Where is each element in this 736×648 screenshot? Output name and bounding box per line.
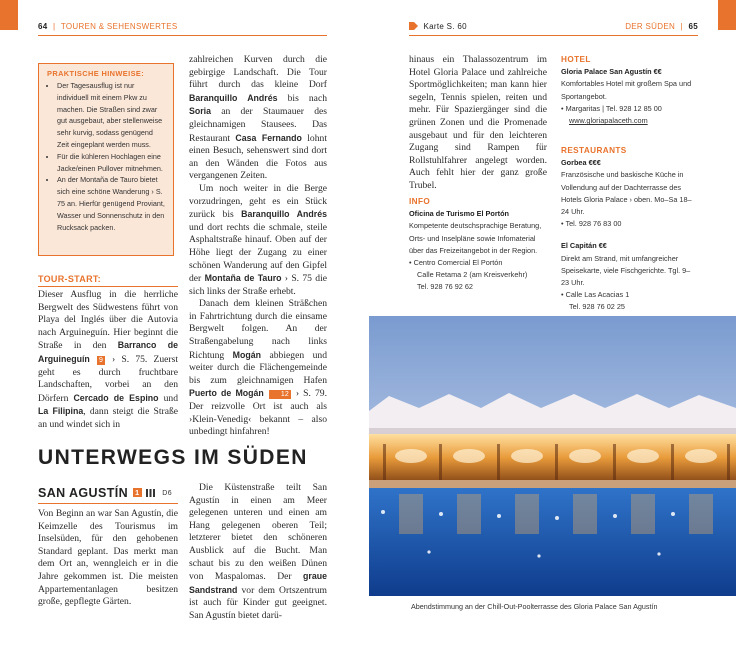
tourist-office-name: Oficina de Turismo El Portón [409, 209, 510, 219]
page-number: 65 [688, 22, 698, 31]
hotel-website-link[interactable]: www.gloriapalaceth.com [569, 116, 648, 126]
restaurant-name: Gorbea €€€ [561, 158, 601, 168]
tips-list [47, 80, 165, 233]
left-page-header [38, 22, 178, 31]
hotel-name: Gloria Palace San Agustín €€ [561, 67, 662, 77]
right-page-header [409, 22, 467, 31]
header-title: TOUREN & SEHENSWERTES [60, 22, 178, 31]
map-grid-icon [146, 486, 159, 500]
photo-illustration [369, 316, 736, 596]
section-title: UNTERWEGS IM SÜDEN [38, 446, 308, 469]
hotel-address: • Margaritas | Tel. 928 12 85 00 [561, 103, 662, 113]
map-badge: 9 [98, 356, 103, 364]
header-separator: | [53, 22, 56, 31]
place-name: Mogán [232, 349, 262, 360]
address-line: Calle Retama 2 (am Kreisverkehr) [417, 270, 528, 280]
place-name: Soria [189, 106, 212, 117]
arrow-marker-icon [409, 22, 421, 31]
place-name: Barranco de Arguineguín [38, 340, 178, 364]
restaurant-description: Französische und baskische Küche in Vollendung auf der Dachterrasse des Hotels Gloria Palace › oben. Mo–Sa 18–24 Uhr. [561, 170, 692, 217]
hotel-description: Komfortables Hotel mit großem Spa und Sportangebot. [561, 79, 692, 101]
photo-caption: Abendstimmung an der Chill-Out-Poolterrasse des Gloria Palace San Agustín [411, 602, 658, 611]
map-reference[interactable]: Karte S. 60 [423, 22, 467, 31]
place-name: La Filipina [38, 406, 84, 417]
subsection-title: SAN AGUSTÍN [38, 486, 129, 500]
info-heading: INFO [409, 197, 431, 206]
list-item: • Der Tagesausflug ist nur individuell mit einem Pkw zu machen. Die Straßen sind zwar gut ausgebaut, aber stellenweise sehr kurvig, sodass genügend Zeit eingeplant werden muss. [57, 80, 165, 151]
phone-number: Tel. 928 76 02 25 [569, 302, 625, 312]
tour-text-column: zahlreichen Kurven durch die gebirgige Landschaft. Die Tour führt durch das kleine Dorf Baranquillo Andrés bis nach Soria an der Staumauer des gleichnamigen Stausees. Das Restaurant Casa Fernando lohnt einen Besuch, sehenswert sind dort an den Wänden die Fotos aus vergangenen Zeiten. Um noch weiter in die Berge vorzudringen, geht es ein Stück zurück bis Baranquillo Andrés und dort rechts die schmale, steile Asphaltstraße hinauf. Oben auf der Höhe liegt der Zugang zu einer schönen Wanderung auf den Gipfel der Montaña de Tauro › S. 75 die sich links der Straße erhebt. Danach dem kleinen Sträßchen in Fahrtrichtung durch die einsame Bergwelt folgen. An der Straßengabelung nach links Richtung Mogán abbiegen und weiter durch die Flächengemeinde bis zum gleichnamigen Hafen Puerto de Mogán 12 › S. 79. Der reizvolle Ort ist auch als ›Klein-Venedig‹ bekannt – also unbedingt hinfahren! [189, 54, 327, 438]
tour-start-heading: TOUR-START: [38, 274, 101, 284]
restaurants-heading: RESTAURANTS [561, 146, 627, 155]
subsection-rule [38, 503, 178, 504]
header-separator: | [680, 22, 683, 31]
place-name: Puerto de Mogán [189, 388, 264, 399]
header-title: DER SÜDEN [625, 22, 676, 31]
restaurant-description: Direkt am Strand, mit umfangreicher Speisekarte, viele Fischgerichte. Tgl. 9–23 Uhr. [561, 253, 691, 288]
address-line: • Calle Las Acacias 1 [561, 290, 630, 300]
address-line: • Centro Comercial El Portón [409, 258, 503, 268]
list-item: • Für die kühleren Hochlagen eine Jacke/einen Pullover mitnehmen. [57, 151, 165, 175]
left-header-rule [38, 35, 327, 36]
place-name: Montaña de Tauro [204, 273, 282, 284]
map-grid-reference: D6 [162, 490, 173, 497]
restaurant-name: El Capitán €€ [561, 241, 607, 251]
phone-number: • Tel. 928 76 83 00 [561, 219, 622, 229]
restaurants-box [561, 145, 698, 314]
place-name: Baranquillo Andrés [189, 92, 278, 103]
highlight-term: graue Sandstrand [189, 571, 327, 595]
tour-start-rule [38, 286, 178, 287]
tour-start-text: Dieser Ausflug in die herrliche Bergwelt des Südwestens führt von Playa del Inglés über die Autovia nach Arguineguín. Hier beginnt die Straße in den Barranco de Arguineguín 9 › S. 75. Zuerst geht es durch fruchtbare Landschaften, vorbei an den Dörfern Cercado de Espino und La Filipina, dann steigt die Straße an und windet sich in [38, 289, 179, 430]
map-badge: 12 [269, 390, 291, 399]
page-number: 64 [38, 22, 48, 31]
hotel-box [561, 54, 698, 127]
tips-title: PRAKTISCHE HINWEISE: [47, 69, 145, 78]
phone-number: Tel. 928 76 92 62 [417, 282, 473, 292]
tourist-office-description: Kompetente deutschsprachige Beratung, Orts- und Inselpläne sowie Infomaterial über das Freizeitangebot in der Region. [409, 221, 542, 255]
continued-text-column: hinaus ein Thalassozentrum im Hotel Gloria Palace und zahlreiche Sportmöglichkeiten; man kann hier segeln, Tennis spielen, reiten und mehr. Für Spaziergänger sind die grünen Zonen und die Promenade ausgebaut und für den leichteren Zugang sind Rampen für Rollstuhlfahrer angelegt worden. Auch fehlt hier der ganz große Trubel. [409, 54, 547, 191]
info-box [409, 196, 549, 294]
practical-tips-box [38, 63, 174, 256]
san-agustin-heading [38, 486, 172, 500]
pool-terrace-photo [369, 316, 736, 596]
place-name: Cercado de Espino [73, 392, 159, 403]
san-agustin-text-2: Die Küstenstraße teilt San Agustín in einen am Meer gelegenen unteren und einen am Hang gelegenen oberen Teil; letzterer bietet den schöneren Ausblick auf die Bucht. Man schaut bis zu den weißen Dünen von Maspalomas. Der graue Sandstrand vor dem Ortszentrum ist auch für Kinder gut geeignet. San Agustín bietet darü- [189, 482, 327, 621]
hotel-heading: HOTEL [561, 55, 591, 64]
restaurant-name: Casa Fernando [235, 132, 302, 143]
map-badge: 1 [134, 488, 140, 497]
list-item: • An der Montaña de Tauro bietet sich eine schöne Wanderung › S. 75 an. Hierfür genügend Proviant, Wasser und Sonnenschutz in den Rucksack packen. [57, 174, 165, 233]
right-page-header-title [625, 22, 698, 31]
left-page-tab [0, 0, 18, 30]
right-page-tab [718, 0, 736, 30]
place-name: Baranquillo Andrés [241, 209, 327, 220]
san-agustin-text-1: Von Beginn an war San Agustín, die Keimzelle des Tourismus im Inselsüden, für den gehobenen Standard geplant. Das merkt man dem Ort an, wenngleich er in die Jahre gekommen ist. Die meisten Appartementanlagen besitzen große, gepflegte Gärten. [38, 508, 178, 608]
right-header-rule [409, 35, 698, 36]
